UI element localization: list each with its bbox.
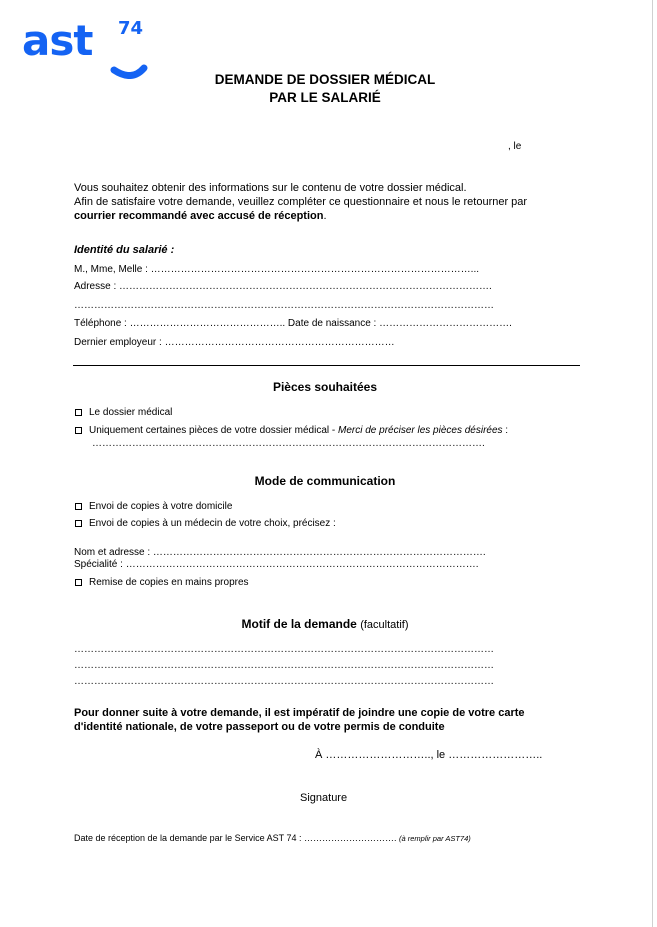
motif-heading-note: (facultatif) [360,619,409,631]
communication-option-mains-propres-label: Remise de copies en mains propres [89,577,249,588]
checkbox-icon[interactable] [75,520,82,527]
date-line: , le [508,141,522,152]
pieces-heading: Pièces souhaitées [272,380,378,394]
identity-heading: Identité du salarié : [74,244,175,256]
document-title-line1: DEMANDE DE DOSSIER MÉDICAL [214,72,436,87]
identity-name-field[interactable]: M., Mme, Melle : ……………………………………………………………………………………... [74,264,480,275]
pieces-option-certaines-label: Uniquement certaines pièces de votre dossier médical - [89,425,339,436]
identity-address2-field[interactable]: ……………………………………………………………………………………………………………… [74,300,494,311]
motif-heading [0,617,650,632]
communication-specialty-field[interactable]: Spécialité : ……………………………………………………………………………………………. [74,559,479,570]
reception-line [74,832,471,845]
intro-line2: Afin de satisfaire votre demande, veuillez compléter ce questionnaire et nous le retourner par [74,196,528,208]
checkbox-icon[interactable] [75,579,82,586]
notice-line1: Pour donner suite à votre demande, il est impératif de joindre une copie de votre carte [74,707,525,719]
intro-line3 [74,210,327,222]
intro-bold: courrier recommandé avec accusé de réception [74,210,324,222]
pieces-option-certaines-end: : [502,425,509,436]
pieces-option-certaines[interactable] [75,425,508,437]
communication-option-domicile[interactable] [75,501,232,513]
identity-address-field[interactable]: Adresse : …………………………………………………………………………………………………. [74,281,492,292]
document-title-line2: PAR LE SALARIÉ [269,90,381,105]
pieces-option-certaines-italic: Merci de préciser les pièces désirées [338,425,503,436]
motif-line1-field[interactable]: ……………………………………………………………………………………………………………… [74,644,494,655]
reception-text: Date de réception de la demande par le Service AST 74 : …………………………. [74,833,399,843]
motif-line3-field[interactable]: ……………………………………………………………………………………………………………… [74,676,494,687]
checkbox-icon[interactable] [75,503,82,510]
identity-phone-birth-field[interactable]: Téléphone : ……………………………………….. Date de naissance : …………………………………. [74,318,512,329]
communication-option-medecin[interactable] [75,518,336,530]
checkbox-icon[interactable] [75,427,82,434]
section-divider [73,365,580,366]
communication-option-mains-propres[interactable] [75,577,249,589]
intro-line1: Vous souhaitez obtenir des informations sur le contenu de votre dossier médical. [74,182,467,194]
reception-note: (à remplir par AST74) [398,834,471,843]
communication-option-medecin-label: Envoi de copies à un médecin de votre choix, précisez : [89,518,336,529]
communication-name-address-field[interactable]: Nom et adresse : ………………………………………………………………………………………. [74,547,486,558]
communication-heading: Mode de communication [254,474,396,488]
logo-word: ast [22,16,93,65]
motif-line2-field[interactable]: ……………………………………………………………………………………………………………… [74,660,494,671]
notice-line2: d'identité nationale, de votre passeport ou de votre permis de conduite [74,721,445,733]
pieces-option-dossier[interactable] [75,407,172,419]
identity-employer-field[interactable]: Dernier employeur : …………………………………………………………… [74,337,395,348]
place-date-field[interactable]: À ……………………….., le …………………….. [315,749,543,761]
signature-label: Signature [300,792,348,804]
intro-end: . [323,210,327,222]
pieces-dots-field[interactable]: ………………………………………………………………………………………………………. [92,438,485,449]
page-edge [652,0,653,927]
motif-heading-text: Motif de la demande [241,617,357,631]
logo-number: 74 [118,18,144,39]
communication-option-domicile-label: Envoi de copies à votre domicile [89,501,233,512]
pieces-option-dossier-label: Le dossier médical [89,407,173,418]
checkbox-icon[interactable] [75,409,82,416]
